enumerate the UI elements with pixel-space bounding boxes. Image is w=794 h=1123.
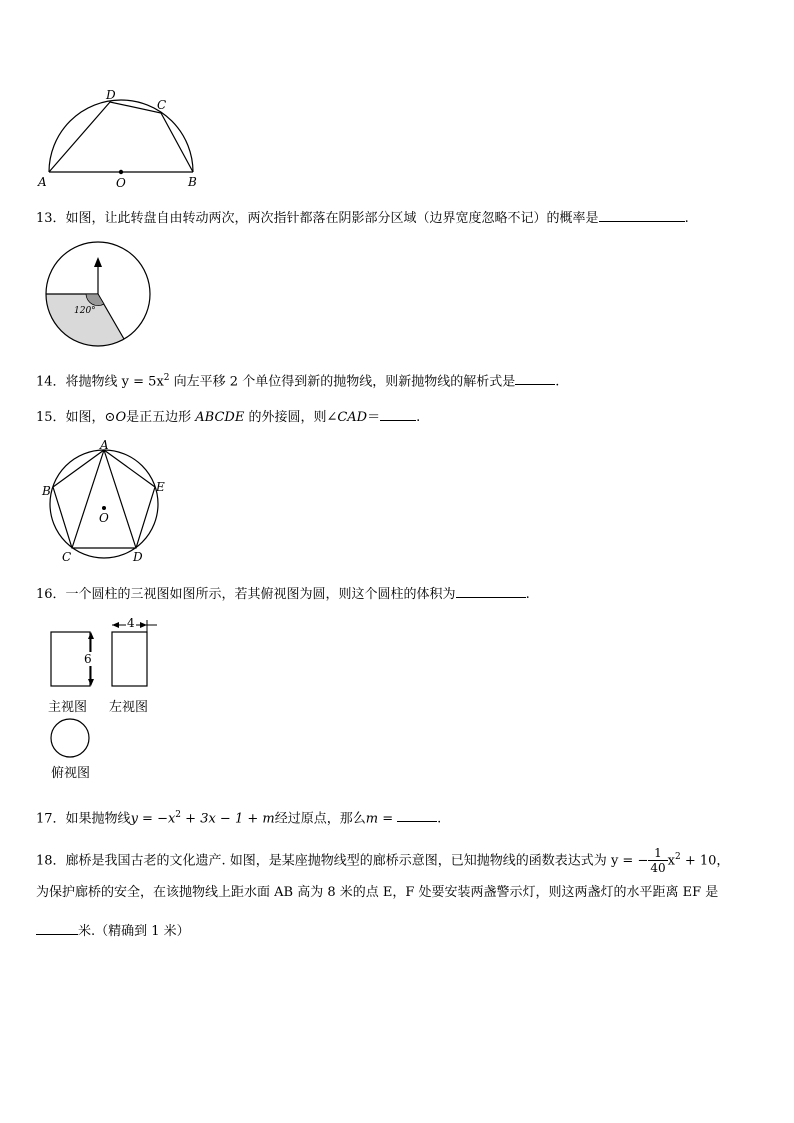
q18-answer-blank[interactable] xyxy=(36,920,78,935)
q17-formula-b: + 3x − 1 + m xyxy=(181,811,275,827)
q15-text-b: 是正五边形 xyxy=(126,410,196,425)
label-d: D xyxy=(106,88,116,102)
left-view-caption: 左视图 xyxy=(109,700,149,715)
q18-line1-a: 廊桥是我国古老的文化遗产. 如图，是某座抛物线型的廊桥示意图，已知抛物线的函数表达式为 y = − xyxy=(65,853,649,869)
q18-line1-b: x xyxy=(667,853,675,869)
q18-frac-num: 1 xyxy=(648,846,667,861)
label-o: O xyxy=(116,176,126,190)
label-c: C xyxy=(157,98,167,112)
q17-formula-a: y = −x xyxy=(130,811,176,827)
q17-text-b: 经过原点，那么 xyxy=(274,811,366,827)
question-18-line-2 xyxy=(36,884,718,902)
pentagon-label-a: A xyxy=(100,438,109,452)
q18-line1-c: + 10， xyxy=(680,853,730,869)
q17-end: . xyxy=(437,811,442,827)
q18-line2: 为保护廊桥的安全，在该抛物线上距水面 AB 高为 8 米的点 E，F 处要安装两盏警示灯，则这两盏灯的水平距离 EF 是 xyxy=(36,885,719,900)
q15-text-a: 如图，⊙ xyxy=(65,410,116,425)
q17-answer-blank[interactable] xyxy=(397,807,437,822)
q17-exp: 2 xyxy=(175,810,182,820)
height-arrow-bottom xyxy=(88,679,94,686)
width-arrow-right xyxy=(140,622,147,628)
height-label: 6 xyxy=(84,652,92,666)
pentagon-label-o: O xyxy=(99,511,109,525)
q16-number: 16． xyxy=(36,587,66,602)
pentagon-label-b: B xyxy=(42,484,51,498)
q13-number: 13． xyxy=(36,211,66,226)
height-arrow-top xyxy=(88,632,94,639)
top-view-circle xyxy=(51,719,89,757)
q17-number: 17． xyxy=(36,811,66,827)
q17-m-eq: m = xyxy=(365,811,394,827)
label-a: A xyxy=(38,175,47,189)
q14-text-b: 向左平移 2 个单位得到新的抛物线，则新抛物线的解析式是 xyxy=(169,374,516,390)
q18-fraction xyxy=(648,846,667,875)
width-arrow-left xyxy=(112,622,119,628)
angle-label-120: 120° xyxy=(74,306,96,316)
q15-end: . xyxy=(416,410,421,425)
q17-text-a: 如果抛物线 xyxy=(65,811,131,827)
q15-pentagon-name: ABCDE xyxy=(195,410,245,425)
width-label: 4 xyxy=(127,616,135,630)
q13-end: . xyxy=(684,211,689,226)
q18-number: 18． xyxy=(36,853,66,869)
q15-angle: CAD xyxy=(337,410,368,425)
q14-end: . xyxy=(555,374,560,390)
q18-frac-den: 40 xyxy=(650,861,666,876)
left-view-rect xyxy=(112,632,147,686)
q14-number: 14． xyxy=(36,374,66,390)
q18-exp: 2 xyxy=(674,852,681,862)
q18-line3: 米.（精确到 1 米） xyxy=(78,924,190,939)
q16-text: 一个圆柱的三视图如图所示，若其俯视图为圆，则这个圆柱的体积为 xyxy=(65,587,456,602)
q15-number: 15． xyxy=(36,410,66,425)
question-17 xyxy=(36,806,441,828)
q15-text-c: 的外接圆，则∠ xyxy=(244,410,338,425)
q13-text: 如图，让此转盘自由转动两次，两次指针都落在阴影部分区域（边界宽度忽略不记）的概率是 xyxy=(65,211,599,226)
label-b: B xyxy=(188,175,197,189)
q15-text-d: ＝ xyxy=(367,410,381,425)
front-view-caption: 主视图 xyxy=(48,700,88,715)
q14-exp: 2 xyxy=(163,373,170,383)
top-view-caption: 俯视图 xyxy=(51,766,91,781)
q14-text-a: 将抛物线 y = 5x xyxy=(65,374,164,390)
question-18-line-3 xyxy=(36,920,190,941)
question-18-line-1 xyxy=(36,846,729,875)
pentagon-label-e: E xyxy=(156,480,165,494)
q15-circle-o: O xyxy=(115,410,127,425)
q16-end: . xyxy=(525,587,530,602)
pentagon-label-c: C xyxy=(62,550,72,564)
pentagon-label-d: D xyxy=(133,550,143,564)
